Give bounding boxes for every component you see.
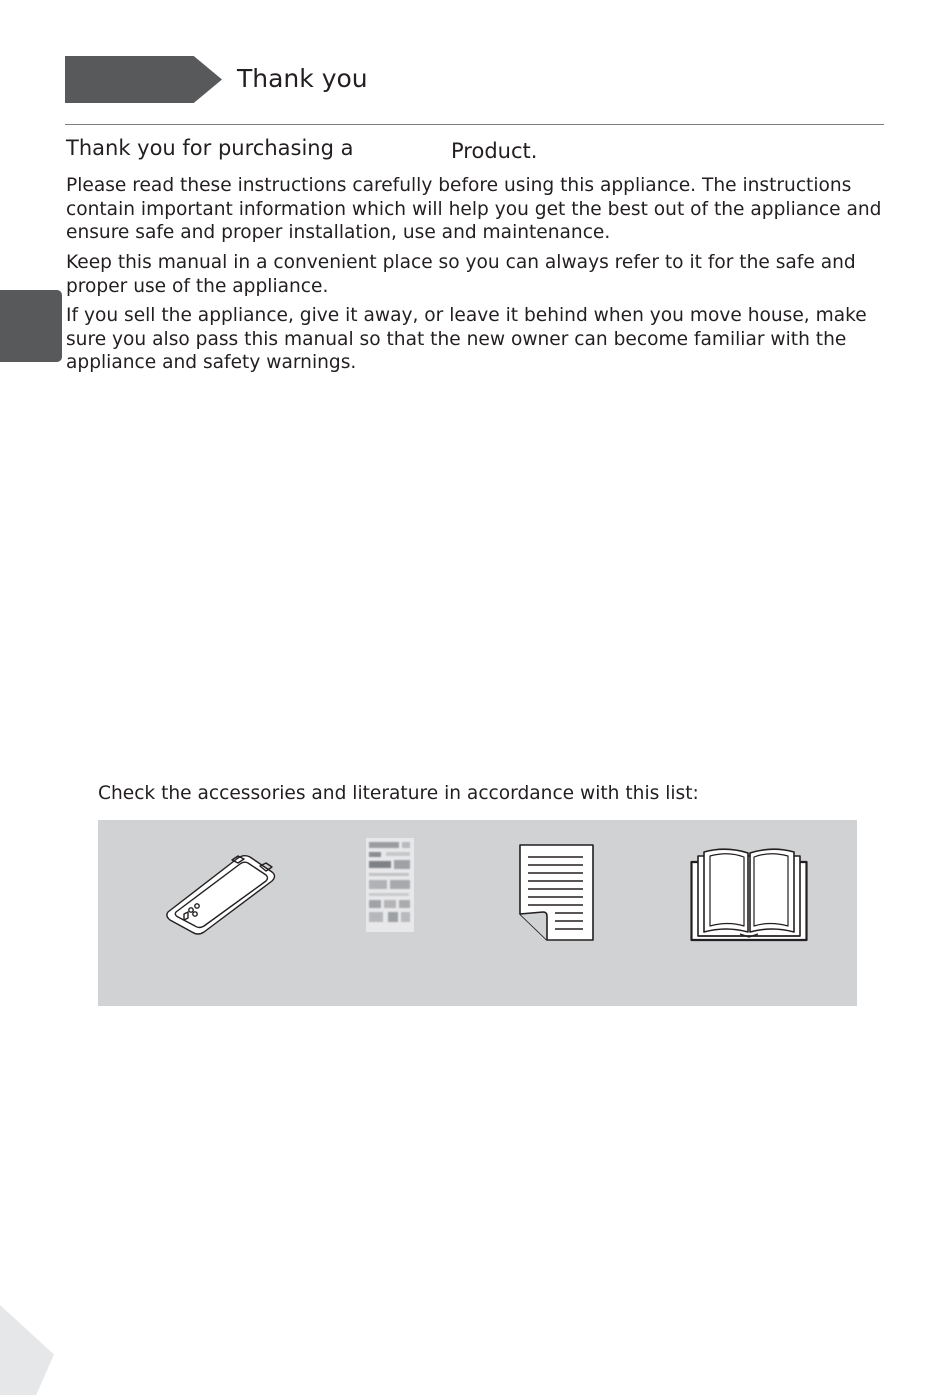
page-corner-decoration — [0, 1305, 54, 1395]
intro-lead-text: Thank you for purchasing a — [66, 136, 354, 160]
paragraph-pass-manual: If you sell the appliance, give it away, or leave it behind when you move house, make sure you also pass this manual so that the new owner can become familiar with the appliance and safety warnings. — [66, 305, 867, 373]
section-header-tab — [65, 56, 222, 103]
header-divider — [65, 124, 884, 125]
manual-book-icon — [690, 844, 808, 942]
side-chapter-tab — [0, 290, 62, 362]
page-title: Thank you — [237, 64, 368, 93]
tray-icon — [164, 850, 279, 936]
label-sheet-icon — [366, 838, 414, 932]
paragraph-keep-manual: Keep this manual in a convenient place so you can always refer to it for the safe and proper use of the appliance. — [66, 252, 856, 297]
paragraph-read-instructions: Please read these instructions carefully before using this appliance. The instructions contain important information which will help you get the best out of the appliance and ensure safe and proper installation, use and maintenance. — [66, 175, 882, 243]
accessories-intro: Check the accessories and literature in accordance with this list: — [98, 783, 699, 804]
document-icon — [519, 844, 595, 942]
accessories-panel — [98, 820, 857, 1006]
intro-product-text: Product. — [451, 139, 538, 163]
